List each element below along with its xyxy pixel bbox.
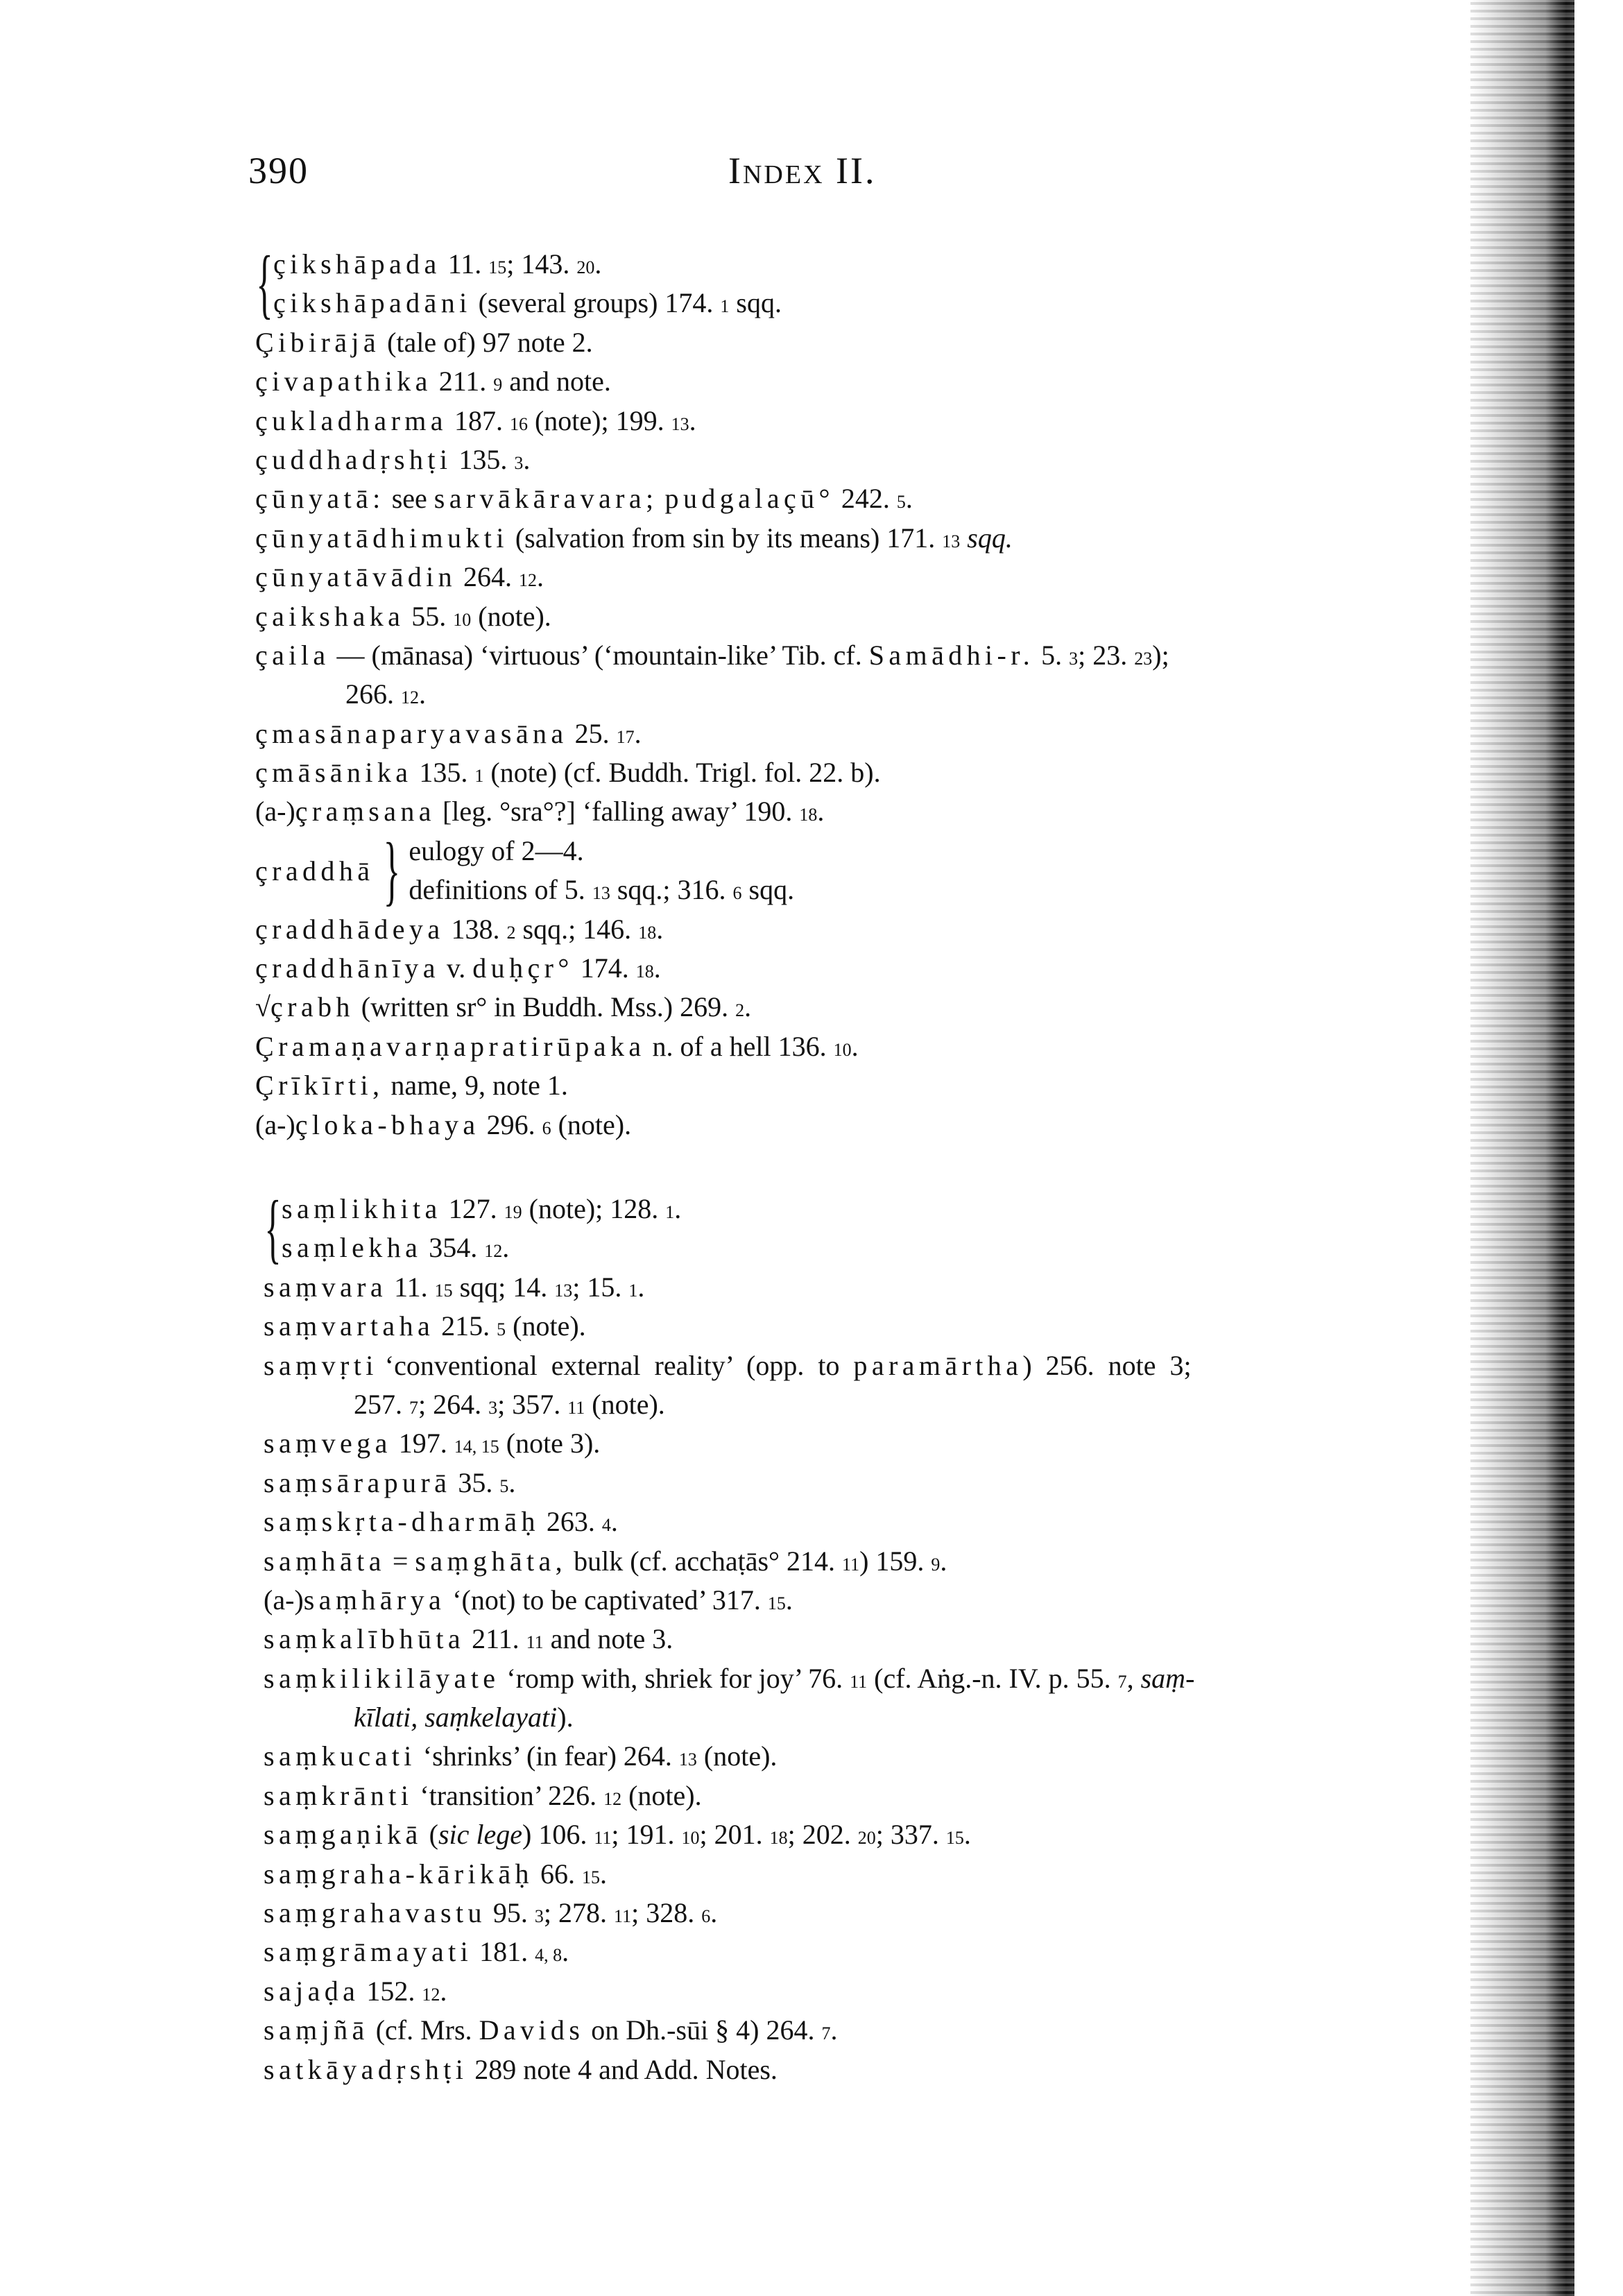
entry-text: (cf. Aṅg.-n. IV. p. 55. <box>867 1662 1118 1694</box>
headword: saṃgraha-kārikāḥ <box>264 1858 533 1890</box>
bracketed-entry-group <box>255 241 1169 327</box>
entry-text: (cf. Mrs. <box>368 2014 479 2046</box>
headword: çaila <box>255 639 330 671</box>
entry-text: and note 3. <box>543 1623 673 1655</box>
italic-text: sqq. <box>960 522 1013 554</box>
entry-text: n. of a hell 136. <box>645 1030 834 1062</box>
entry-text: . <box>502 1232 510 1264</box>
entry-text: (note). <box>506 1310 586 1342</box>
index-entry <box>255 1106 1169 1145</box>
line-number: 2 <box>506 922 516 943</box>
index-entry <box>255 753 1169 792</box>
headword: saṃhāta <box>264 1545 386 1577</box>
entry-text: = <box>385 1545 415 1577</box>
left-brace-mark: { <box>256 241 273 327</box>
entry-text: ‘conventional external reality’ (opp. to <box>377 1349 854 1381</box>
line-number: 15 <box>767 1593 786 1613</box>
entry-text: ; 264. <box>418 1388 489 1420</box>
running-title: Index II. <box>728 150 877 191</box>
index-entry <box>264 2050 1194 2089</box>
entry-text: (note). <box>585 1388 665 1420</box>
entry-text: . <box>656 913 664 945</box>
entry-text: 35. <box>451 1466 500 1498</box>
index-entry <box>264 1659 1194 1698</box>
headword: saṃkucati <box>264 1740 416 1772</box>
entry-text: (a-) <box>264 1584 304 1616</box>
headword: çaikshaka <box>255 600 405 632</box>
headword: çloka-bhaya <box>295 1108 480 1140</box>
headword: pudgalaçū° <box>664 483 834 515</box>
line-number: 13 <box>671 413 689 434</box>
line-number: 5 <box>896 492 906 513</box>
entry-text: . <box>905 483 913 515</box>
index-entry <box>264 2011 1194 2050</box>
entry-text: 5. <box>1034 639 1070 671</box>
entry-text: ; 15. <box>572 1271 629 1303</box>
line-number: 12 <box>401 687 419 708</box>
italic-text: sic lege <box>438 1819 523 1851</box>
index-entry <box>264 1307 1194 1346</box>
index-entry <box>255 479 1169 518</box>
headword: saṃgaṇikā <box>264 1819 422 1851</box>
index-entry <box>264 1502 1194 1541</box>
index-entry <box>264 1972 1194 2011</box>
line-number: 13 <box>678 1749 697 1770</box>
entry-text: ; 23. <box>1078 639 1135 671</box>
entry-text: . <box>830 2014 838 2046</box>
entry-text: ; 357. <box>497 1388 568 1420</box>
index-entry <box>255 323 1169 362</box>
line-number: 19 <box>504 1202 522 1222</box>
index-entry <box>255 519 1169 558</box>
line-number: 14, 15 <box>454 1437 499 1457</box>
index-entry <box>282 1190 681 1228</box>
entry-text: . <box>440 1975 447 2007</box>
headword: çuddhadṛshṭi <box>255 443 452 475</box>
entry-text: 263. <box>539 1506 602 1538</box>
entry-text: 264. <box>456 561 519 593</box>
entry-text: . <box>634 717 642 749</box>
entry-text: 289 note 4 and Add. Notes. <box>467 2053 778 2085</box>
entry-text: ) 106. <box>522 1819 594 1851</box>
headword: duḥçr° <box>472 952 574 984</box>
entry-text: 215. <box>434 1310 497 1342</box>
headword: satkāyadṛshṭi <box>264 2053 468 2085</box>
entry-text: , <box>1126 1662 1141 1694</box>
line-number: 12 <box>603 1788 622 1809</box>
line-number: 12 <box>422 1984 440 2005</box>
index-entry <box>264 1698 1194 1737</box>
headword: paramārtha <box>853 1349 1023 1381</box>
entry-text: 138. <box>444 913 507 945</box>
entry-text: sqq.; 146. <box>515 913 639 945</box>
entry-text: (written sr° in Buddh. Mss.) 269. <box>354 991 736 1023</box>
headword: çraddhānīya <box>255 952 440 984</box>
entry-text: (a-) <box>255 1108 295 1140</box>
entry-text: ; 191. <box>611 1819 682 1851</box>
index-entry <box>255 910 1169 949</box>
entry-text: sqq.; 316. <box>610 874 733 906</box>
scan-edge-texture <box>1470 0 1574 2296</box>
index-entry <box>255 402 1169 440</box>
headword: Çramaṇavarṇapratirūpaka <box>255 1030 646 1062</box>
line-number: 7 <box>409 1397 418 1418</box>
entry-text: ); <box>1152 639 1169 671</box>
index-entry <box>409 871 794 909</box>
headword: çūnyatā: <box>255 483 385 515</box>
line-number: 5 <box>497 1319 506 1340</box>
headword: çrabh <box>270 991 354 1023</box>
entry-text: ‘romp with, shriek for joy’ 76. <box>499 1662 850 1694</box>
entry-text: . <box>610 1506 618 1538</box>
headword: saṃvega <box>264 1428 392 1459</box>
italic-text: saṃ- <box>1140 1662 1195 1694</box>
entry-text: 242. <box>834 483 897 515</box>
entry-text: ; 337. <box>875 1819 946 1851</box>
line-number: 11 <box>567 1397 585 1418</box>
index-block-c <box>255 241 1169 1145</box>
entry-text: 11. <box>440 248 489 280</box>
entry-text: ‘shrinks’ (in fear) 264. <box>415 1740 679 1772</box>
entry-text <box>658 483 665 514</box>
entry-text: (note). <box>551 1108 632 1140</box>
index-entry <box>409 832 794 871</box>
entry-text: — (mānasa) ‘virtuous’ (‘mountain-like’ Tib. cf. <box>329 639 869 671</box>
entry-text: 174. <box>573 952 636 984</box>
entry-text: . <box>599 1858 607 1890</box>
entry-text: 152. <box>359 1975 422 2007</box>
headword: saṃkalībhūta <box>264 1623 465 1655</box>
entry-text: 135. <box>452 443 515 475</box>
entry-text: bulk (cf. acchaṭās° 214. <box>567 1545 843 1577</box>
entry-text: (note). <box>696 1740 778 1772</box>
index-entry <box>255 558 1169 597</box>
index-entry <box>255 675 1169 714</box>
index-entry <box>255 1066 1169 1105</box>
line-number: 12 <box>519 570 538 591</box>
line-number: 10 <box>453 609 472 630</box>
index-entry <box>264 1542 1194 1581</box>
index-entry <box>273 284 782 323</box>
right-brace-mark: } <box>384 828 401 914</box>
headword: saṃgrahavastu <box>264 1897 486 1929</box>
headword: çivapathika <box>255 366 432 397</box>
entry-text: v. <box>439 952 473 984</box>
entry-text: 257. <box>354 1388 409 1420</box>
line-number: 17 <box>616 726 635 747</box>
line-number: 18 <box>635 961 654 982</box>
headword: saṃlikhita <box>282 1193 442 1224</box>
headword: Çibirājā <box>255 326 381 358</box>
page-number: 390 <box>248 150 309 191</box>
line-number: 11 <box>614 1906 632 1927</box>
entry-text: ) 159. <box>859 1545 931 1577</box>
headword: Çrīkīrti, <box>255 1070 384 1102</box>
headword: saṃlekha <box>282 1232 422 1264</box>
entry-text: . <box>817 796 825 828</box>
entry-text: ; 201. <box>699 1819 770 1851</box>
line-number: 1 <box>628 1280 638 1301</box>
entry-text: 211. <box>465 1623 526 1655</box>
entry-text: ; 202. <box>787 1819 858 1851</box>
entry-text: ‘transition’ 226. <box>413 1779 604 1811</box>
entry-text: 55. <box>404 600 454 632</box>
line-number: 1 <box>665 1202 675 1222</box>
entry-text: . <box>594 248 602 280</box>
line-number: 11 <box>842 1554 860 1575</box>
headword: Davids <box>479 2014 585 2046</box>
headword: saṃhārya <box>303 1584 446 1616</box>
entry-text: 135. <box>412 757 475 789</box>
headword: saṃkrānti <box>264 1779 413 1811</box>
entry-text: 354. <box>422 1232 485 1264</box>
entry-text: sqq; 14. <box>452 1271 555 1303</box>
line-number: 1 <box>720 296 730 317</box>
index-entry <box>255 988 1169 1027</box>
entry-text: 296. <box>479 1108 542 1140</box>
entry-text: (tale of) 97 note 2. <box>380 326 593 358</box>
index-entry <box>255 362 1169 401</box>
headword: çūnyatāvādin <box>255 561 457 593</box>
line-number: 3 <box>1069 648 1079 669</box>
entry-text: . <box>523 443 531 475</box>
entry-text: 197. <box>391 1428 454 1459</box>
index-entry <box>264 1737 1194 1776</box>
line-number: 3 <box>514 452 524 473</box>
headword: çraddhādeya <box>255 913 445 945</box>
entry-text: (salvation from sin by its means) 171. <box>508 522 943 554</box>
entry-text: (note); 128. <box>522 1193 666 1224</box>
headword: çraddhā <box>255 855 375 886</box>
entry-text: 266. <box>345 678 401 710</box>
line-number: 1 <box>474 766 484 787</box>
entry-text: 127. <box>441 1193 504 1224</box>
headword: Samādhi-r. <box>868 639 1035 671</box>
line-number: 3 <box>534 1906 544 1927</box>
line-number: 11 <box>850 1671 868 1692</box>
index-entry <box>264 1894 1194 1933</box>
line-number: 5 <box>499 1475 509 1496</box>
left-brace-mark: { <box>264 1185 282 1272</box>
index-entry <box>255 714 1169 753</box>
headword: çraṃsana <box>295 796 436 828</box>
line-number: 15 <box>488 257 507 277</box>
entry-text: ) 256. note 3; <box>1022 1349 1192 1381</box>
headword: çikshāpada <box>273 248 441 280</box>
index-entry <box>264 1424 1194 1463</box>
headword: saṃghāta, <box>415 1545 567 1577</box>
line-number: 9 <box>931 1554 941 1575</box>
entry-text: ; 278. <box>543 1897 615 1929</box>
entry-text: definitions of 5. <box>409 874 592 906</box>
index-entry <box>255 949 1169 988</box>
line-number: 15 <box>434 1280 453 1301</box>
index-entry <box>255 440 1169 479</box>
index-entry <box>264 1346 1194 1385</box>
entry-text: 211. <box>431 366 494 397</box>
headword: sajaḍa <box>264 1975 360 2007</box>
line-number: 13 <box>592 883 610 904</box>
line-number: 11 <box>526 1632 544 1653</box>
entry-text: . <box>508 1466 516 1498</box>
entry-text: . <box>851 1030 859 1062</box>
line-number: 6 <box>732 883 742 904</box>
entry-text: 25. <box>567 717 617 749</box>
line-number: 11 <box>594 1828 612 1849</box>
entry-text: (note) (cf. Buddh. Trigl. fol. 22. b). <box>483 757 881 789</box>
entry-text: . <box>963 1819 971 1851</box>
line-number: 15 <box>581 1867 600 1887</box>
entry-text: (note). <box>621 1779 702 1811</box>
entry-text: . <box>940 1545 947 1577</box>
entry-text: . <box>562 1936 569 1968</box>
entry-text: . <box>744 991 752 1023</box>
entry-text: √ <box>255 991 270 1023</box>
entry-text: 66. <box>533 1858 582 1890</box>
italic-text: kīlati, saṃkelayati <box>354 1702 558 1733</box>
index-entry <box>264 1776 1194 1815</box>
line-number: 16 <box>509 413 528 434</box>
headword: çukladharma <box>255 404 447 436</box>
headword: saṃgrāmayati <box>264 1936 473 1968</box>
headword: saṃvara <box>264 1271 388 1303</box>
headword: çmāsānika <box>255 757 413 789</box>
headword: çmasānaparyavasāna <box>255 717 568 749</box>
index-entry <box>255 597 1169 636</box>
entry-text: eulogy of 2—4. <box>409 834 584 866</box>
headword: saṃvartaha <box>264 1310 435 1342</box>
entry-text: [leg. °sra°?] ‘falling away’ 190. <box>435 796 800 828</box>
index-block-s <box>264 1185 1195 2089</box>
line-number: 10 <box>681 1828 700 1849</box>
entry-text: on Dh.-sūi § 4) 264. <box>584 2014 822 2046</box>
entry-text: 95. <box>486 1897 535 1929</box>
line-number: 4, 8 <box>535 1945 563 1966</box>
index-entry <box>255 792 1169 831</box>
line-number: 4 <box>601 1515 611 1536</box>
entry-text: (note). <box>471 600 551 632</box>
entry-text: ‘(not) to be captivated’ 317. <box>445 1584 768 1616</box>
entry-text: and note. <box>502 366 611 397</box>
entry-text: . <box>637 1271 645 1303</box>
index-entry <box>282 1228 681 1267</box>
line-number: 6 <box>701 1906 711 1927</box>
entry-text: . <box>419 678 426 710</box>
headword: sarvākāravara; <box>433 483 658 515</box>
entry-text: see <box>384 483 434 515</box>
line-number: 13 <box>554 1280 573 1301</box>
line-number: 18 <box>769 1828 788 1849</box>
entry-text: sqq. <box>741 874 795 906</box>
headword: çūnyatādhimukti <box>255 522 508 554</box>
line-number: 9 <box>493 375 503 395</box>
headword: çikshāpadāni <box>273 287 472 319</box>
entry-text: sqq. <box>729 287 782 319</box>
entry-text: 181. <box>472 1936 535 1968</box>
line-number: 23 <box>1134 648 1153 669</box>
line-number: 15 <box>945 1828 964 1849</box>
index-entry <box>255 636 1169 675</box>
entry-text: (note 3). <box>499 1428 601 1459</box>
bracketed-entry-group <box>264 1185 1194 1272</box>
index-entry <box>264 1581 1194 1620</box>
line-number: 6 <box>542 1117 551 1138</box>
index-entry <box>264 1933 1194 1971</box>
line-number: 10 <box>833 1039 852 1060</box>
entry-text: . <box>674 1193 682 1224</box>
line-number: 18 <box>638 922 657 943</box>
entry-text: . <box>710 1897 718 1929</box>
line-number: 7 <box>1117 1671 1127 1692</box>
entry-text: ; 328. <box>631 1897 702 1929</box>
line-number: 12 <box>484 1241 503 1262</box>
entry-text: ( <box>422 1819 438 1851</box>
index-entry <box>264 1815 1194 1854</box>
index-entry <box>273 245 782 284</box>
line-number: 13 <box>942 531 961 551</box>
index-entry <box>264 1385 1194 1424</box>
entry-text: . <box>689 404 696 436</box>
line-number: 7 <box>821 2023 831 2044</box>
index-entry <box>255 1027 1169 1066</box>
entry-text: (a-) <box>255 796 295 828</box>
entry-text: (several groups) 174. <box>471 287 721 319</box>
entry-text: ; 143. <box>506 248 577 280</box>
entry-text: (note); 199. <box>527 404 671 436</box>
entry-text: . <box>653 952 661 984</box>
entry-text: . <box>537 561 544 593</box>
line-number: 20 <box>576 257 595 277</box>
entry-text: 11. <box>387 1271 435 1303</box>
line-number: 20 <box>857 1828 876 1849</box>
headword: saṃkilikilāyate <box>264 1662 500 1694</box>
entry-text: ). <box>557 1702 574 1733</box>
line-number: 3 <box>488 1397 498 1418</box>
index-entry <box>264 1268 1194 1307</box>
index-entry <box>264 1855 1194 1894</box>
headword: saṃsārapurā <box>264 1466 452 1498</box>
headword: saṃjñā <box>264 2014 369 2046</box>
headword: saṃvṛti <box>264 1349 378 1381</box>
line-number: 18 <box>799 805 818 825</box>
line-number: 2 <box>735 1000 745 1021</box>
entry-text: . <box>785 1584 793 1616</box>
index-entry <box>264 1620 1194 1659</box>
index-entry <box>264 1464 1194 1502</box>
entry-text: 187. <box>447 404 510 436</box>
headword: saṃskṛta-dharmāḥ <box>264 1506 540 1538</box>
entry-text: name, 9, note 1. <box>384 1070 568 1102</box>
bracketed-entry-group <box>255 828 1169 914</box>
